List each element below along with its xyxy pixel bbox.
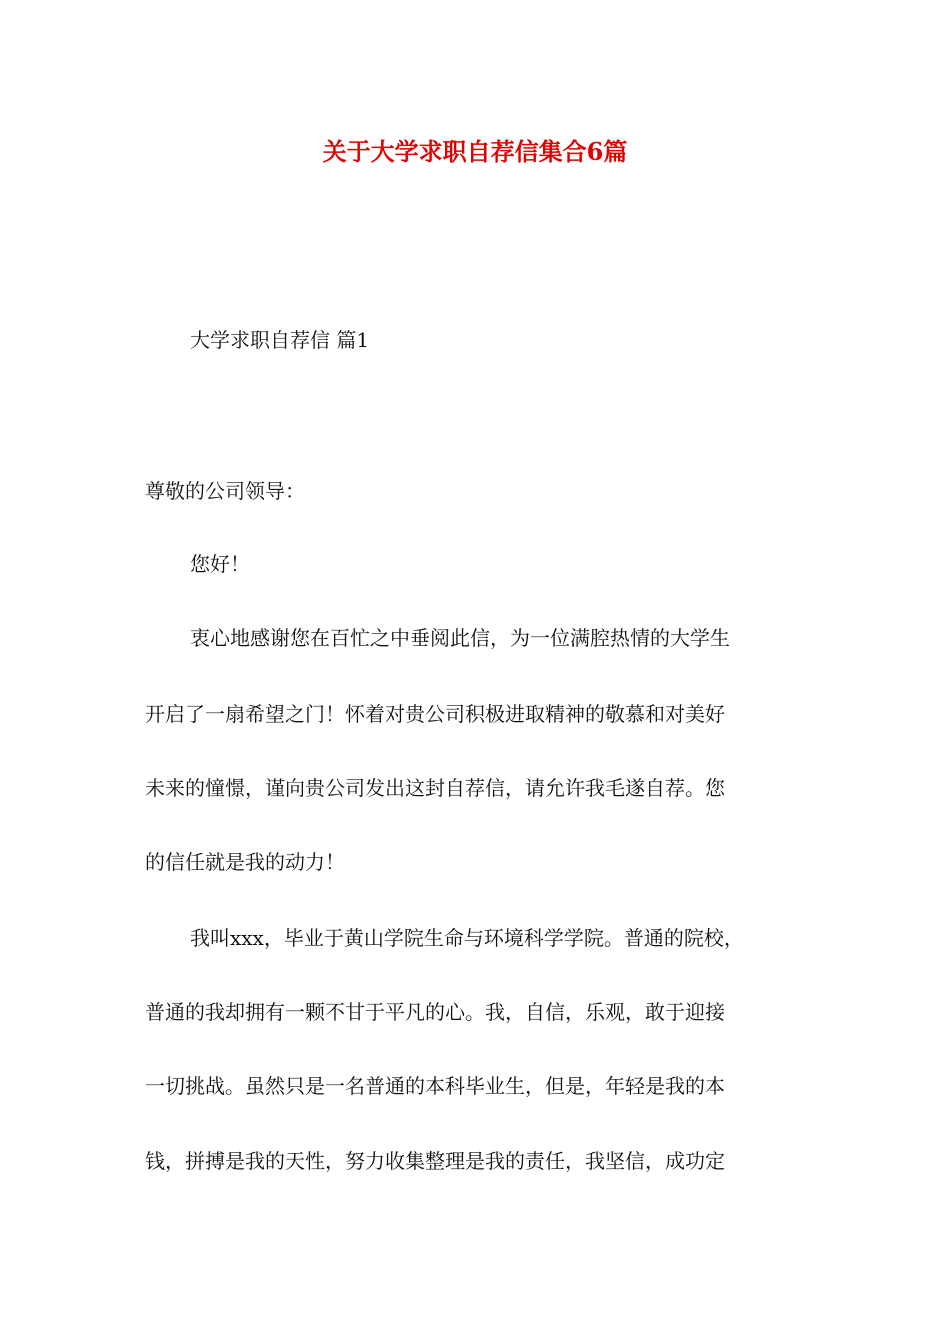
salutation: 尊敬的公司领导： (145, 479, 305, 503)
body-line: 开启了一扇希望之门！怀着对贵公司积极进取精神的敬慕和对美好 (145, 702, 725, 726)
body-line: 的信任就是我的动力！ (145, 850, 345, 874)
body-line: 普通的我却拥有一颗不甘于平凡的心。我，自信，乐观，敢于迎接 (145, 1000, 725, 1024)
greeting: 您好！ (190, 552, 250, 576)
body-line: 未来的憧憬，谨向贵公司发出这封自荐信，请允许我毛遂自荐。您 (145, 776, 725, 800)
body-line: 一切挑战。虽然只是一名普通的本科毕业生，但是，年轻是我的本 (145, 1074, 725, 1098)
body-line: 钱，拼搏是我的天性，努力收集整理是我的责任，我坚信，成功定 (145, 1149, 725, 1173)
section-heading: 大学求职自荐信 篇1 (190, 328, 370, 352)
body-line: 衷心地感谢您在百忙之中垂阅此信，为一位满腔热情的大学生 (190, 626, 730, 650)
body-line: 我叫xxx，毕业于黄山学院生命与环境科学学院。普通的院校， (190, 926, 744, 950)
document-title: 关于大学求职自荐信集合6篇 (322, 137, 628, 166)
